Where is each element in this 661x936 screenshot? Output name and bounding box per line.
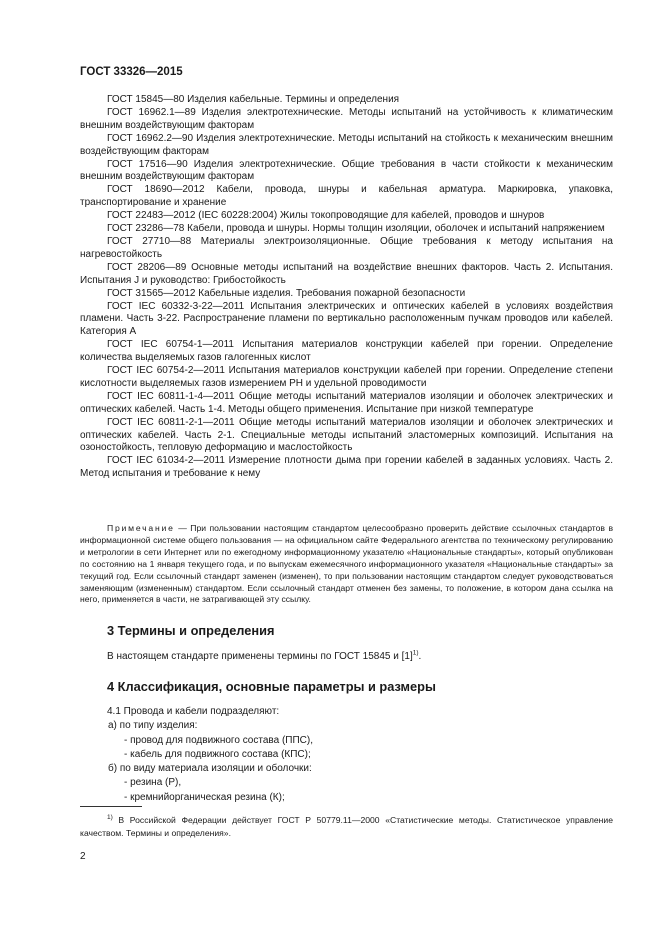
reference-item: ГОСТ 27710—88 Материалы электроизоляционные. Общие требования к методу испытания на нагревостойкость <box>80 235 613 260</box>
reference-item: ГОСТ IEC 60811-2-1—2011 Общие методы испытаний материалов изоляции и оболочек электрических и оптических кабелей. Часть 2-1. Специальные методы испытаний эластомерных композиций. Испытания на озоностойкость, тепловую деформацию и маслостойкость <box>80 416 613 454</box>
section-4-heading: 4 Классификация, основные параметры и размеры <box>107 679 436 694</box>
reference-item: ГОСТ 31565—2012 Кабельные изделия. Требования пожарной безопасности <box>107 287 466 299</box>
footnote-text: В Российской Федерации действует ГОСТ Р 50779.11—2000 «Статистические методы. Статистическое управление качеством. Термины и определения». <box>80 815 613 838</box>
footnote-reference[interactable]: 1) <box>412 649 419 657</box>
list-item: - провод для подвижного состава (ППС), <box>124 734 313 746</box>
reference-item: ГОСТ IEC 60332-3-22—2011 Испытания электрических и оптических кабелей в условиях воздействия пламени. Часть 3-22. Распространение пламени по вертикально расположенным пучкам проводов или кабелей. Категория А <box>80 300 613 338</box>
reference-item: ГОСТ 17516—90 Изделия электротехнические. Общие требования в части стойкости к механическим внешним воздействующим факторам <box>80 158 613 183</box>
reference-item: ГОСТ IEC 60754-1—2011 Испытания материалов конструкции кабелей при горении. Определение количества выделяемых газов галогенных кислот <box>80 339 613 364</box>
list-item: а) по типу изделия: <box>108 720 198 732</box>
reference-item: ГОСТ 28206—89 Основные методы испытаний на воздействие внешних факторов. Часть 2. Испытания. Испытания J и руководство: Грибостойкость <box>80 261 613 286</box>
section-3-text-end: . <box>418 651 422 662</box>
reference-item: ГОСТ IEC 61034-2—2011 Измерение плотности дыма при горении кабелей в заданных условиях. Часть 2. Метод испытания и требование к нему <box>80 455 613 480</box>
section-3-paragraph <box>107 651 421 662</box>
page-number: 2 <box>80 851 86 862</box>
reference-item: ГОСТ 18690—2012 Кабели, провода, шнуры и кабельная арматура. Маркировка, упаковка, транспортирование и хранение <box>80 184 613 209</box>
list-item: 4.1 Провода и кабели подразделяют: <box>107 706 280 717</box>
list-item: - кабель для подвижного состава (КПС); <box>124 748 311 760</box>
footnote-separator <box>80 806 142 807</box>
reference-item: ГОСТ 16962.2—90 Изделия электротехнические. Методы испытаний на стойкость к механическим внешним воздействующим факторам <box>80 132 613 157</box>
list-item: б) по виду материала изоляции и оболочки: <box>108 763 312 775</box>
document-header: ГОСТ 33326—2015 <box>80 66 183 78</box>
reference-item: ГОСТ 22483—2012 (IEC 60228:2004) Жилы токопроводящие для кабелей, проводов и шнуров <box>107 210 545 222</box>
footnote-mark: 1) <box>107 814 113 822</box>
reference-item: ГОСТ IEC 60811-1-4—2011 Общие методы испытаний материалов изоляции и оболочек электрических и оптических кабелей. Часть 1-4. Методы общего применения. Испытание при низкой температуре <box>80 390 613 415</box>
note-label: Примечание <box>107 523 175 533</box>
note-paragraph <box>80 523 613 606</box>
reference-item: ГОСТ 23286—78 Кабели, провода и шнуры. Нормы толщин изоляции, оболочек и испытаний напряжением <box>107 223 605 235</box>
classification-list <box>80 705 313 805</box>
list-item: - резина (Р), <box>124 777 182 789</box>
normative-references-list <box>80 94 613 481</box>
note-text: — При пользовании настоящим стандартом целесообразно проверить действие ссылочных стандартов в информационной системе общего пользования — на официальном сайте Федерального агентства по техническому регулированию и метрологии в сети Интернет или по ежегодному информационному указателю «Национальные стандарты», который опубликован по состоянию на 1 января текущего года, и по выпускам ежемесячного информационного указателя «Национальные стандарты» за текущий год. Если ссылочный стандарт заменен (изменен), то при пользовании настоящим стандартом следует руководствоваться заменяющим (измененным) стандартом. Если ссылочный стандарт отменен без замены, то положение, в котором дана ссылка на него, применяется в части, не затрагивающей эту ссылку. <box>80 523 614 605</box>
footnote <box>80 814 613 839</box>
reference-item: ГОСТ 16962.1—89 Изделия электротехнические. Методы испытаний на устойчивость к климатическим внешним воздействующим факторам <box>80 106 613 131</box>
list-item: - кремнийорганическая резина (К); <box>124 791 285 803</box>
section-3-heading: 3 Термины и определения <box>107 623 275 638</box>
reference-item: ГОСТ 15845—80 Изделия кабельные. Термины и определения <box>107 94 400 105</box>
reference-item: ГОСТ IEC 60754-2—2011 Испытания материалов конструкции кабелей при горении. Определение степени кислотности выделяемых газов измерением PH и удельной проводимости <box>80 365 613 389</box>
section-3-text: В настоящем стандарте применены термины по ГОСТ 15845 и [1] <box>107 651 413 662</box>
